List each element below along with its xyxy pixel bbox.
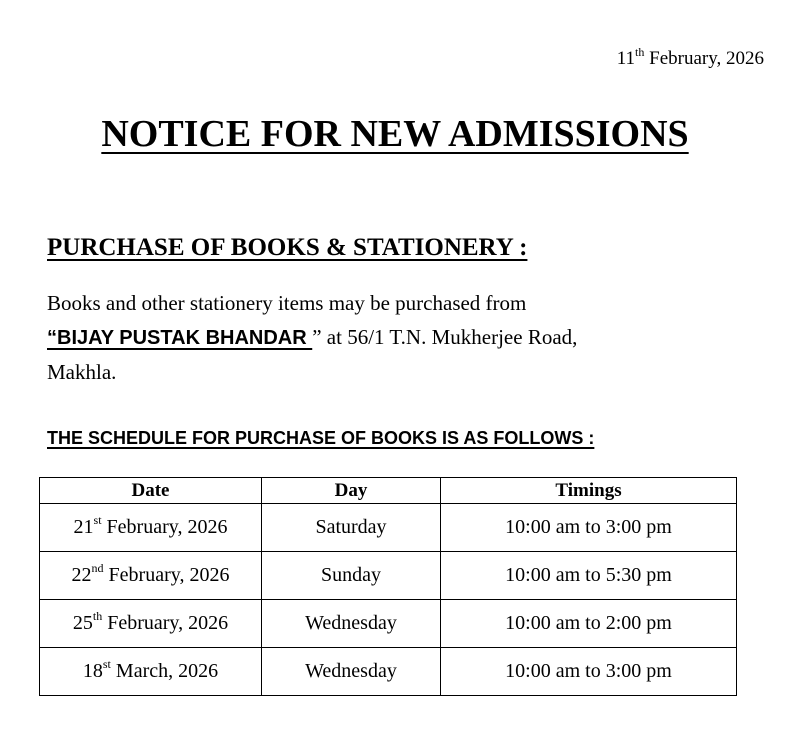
row-weekday: Sunday <box>262 552 441 600</box>
date-month-year: February, 2026 <box>644 48 764 69</box>
row-timings: 10:00 am to 5:30 pm <box>441 552 737 600</box>
row-date <box>40 648 262 696</box>
notice-title: NOTICE FOR NEW ADMISSIONS <box>101 113 689 155</box>
paragraph-last-line: Makhla. <box>47 360 117 384</box>
row-date-month: February, 2026 <box>103 564 230 586</box>
shop-name: “BIJAY PUSTAK BHANDAR <box>47 327 313 349</box>
header-timings: Timings <box>441 478 737 504</box>
table-row <box>40 648 737 696</box>
schedule-table <box>39 477 737 696</box>
row-date-suffix: th <box>92 609 103 624</box>
row-date-suffix: nd <box>91 561 104 576</box>
table-row <box>40 504 737 552</box>
row-date-day: 22 <box>71 564 92 586</box>
row-date-day: 21 <box>73 516 94 538</box>
row-timings: 10:00 am to 2:00 pm <box>441 600 737 648</box>
row-date-month: February, 2026 <box>102 612 229 634</box>
table-row <box>40 600 737 648</box>
row-date-month: March, 2026 <box>110 660 219 682</box>
row-date-month: February, 2026 <box>101 516 228 538</box>
row-date <box>40 504 262 552</box>
schedule-heading: THE SCHEDULE FOR PURCHASE OF BOOKS IS AS FOLLOWS : <box>47 428 595 448</box>
row-timings: 10:00 am to 3:00 pm <box>441 504 737 552</box>
header-date: Date <box>40 478 262 504</box>
shop-address: ” at 56/1 T.N. Mukherjee Road, <box>312 325 578 349</box>
notice-date <box>616 44 764 70</box>
date-day: 11 <box>616 48 636 69</box>
row-date-day: 25 <box>72 612 93 634</box>
table-row <box>40 552 737 600</box>
section-heading: PURCHASE OF BOOKS & STATIONERY : <box>47 234 528 261</box>
table-header-row <box>40 478 737 504</box>
row-weekday: Saturday <box>262 504 441 552</box>
row-date <box>40 600 262 648</box>
row-weekday: Wednesday <box>262 600 441 648</box>
row-date-day: 18 <box>82 660 103 682</box>
row-date-suffix: st <box>93 513 102 528</box>
row-weekday: Wednesday <box>262 648 441 696</box>
date-suffix: th <box>635 44 645 59</box>
row-date-suffix: st <box>102 657 111 672</box>
header-day: Day <box>262 478 441 504</box>
row-timings: 10:00 am to 3:00 pm <box>441 648 737 696</box>
paragraph-intro: Books and other stationery items may be purchased from <box>47 291 527 315</box>
purchase-paragraph <box>47 286 747 389</box>
row-date <box>40 552 262 600</box>
